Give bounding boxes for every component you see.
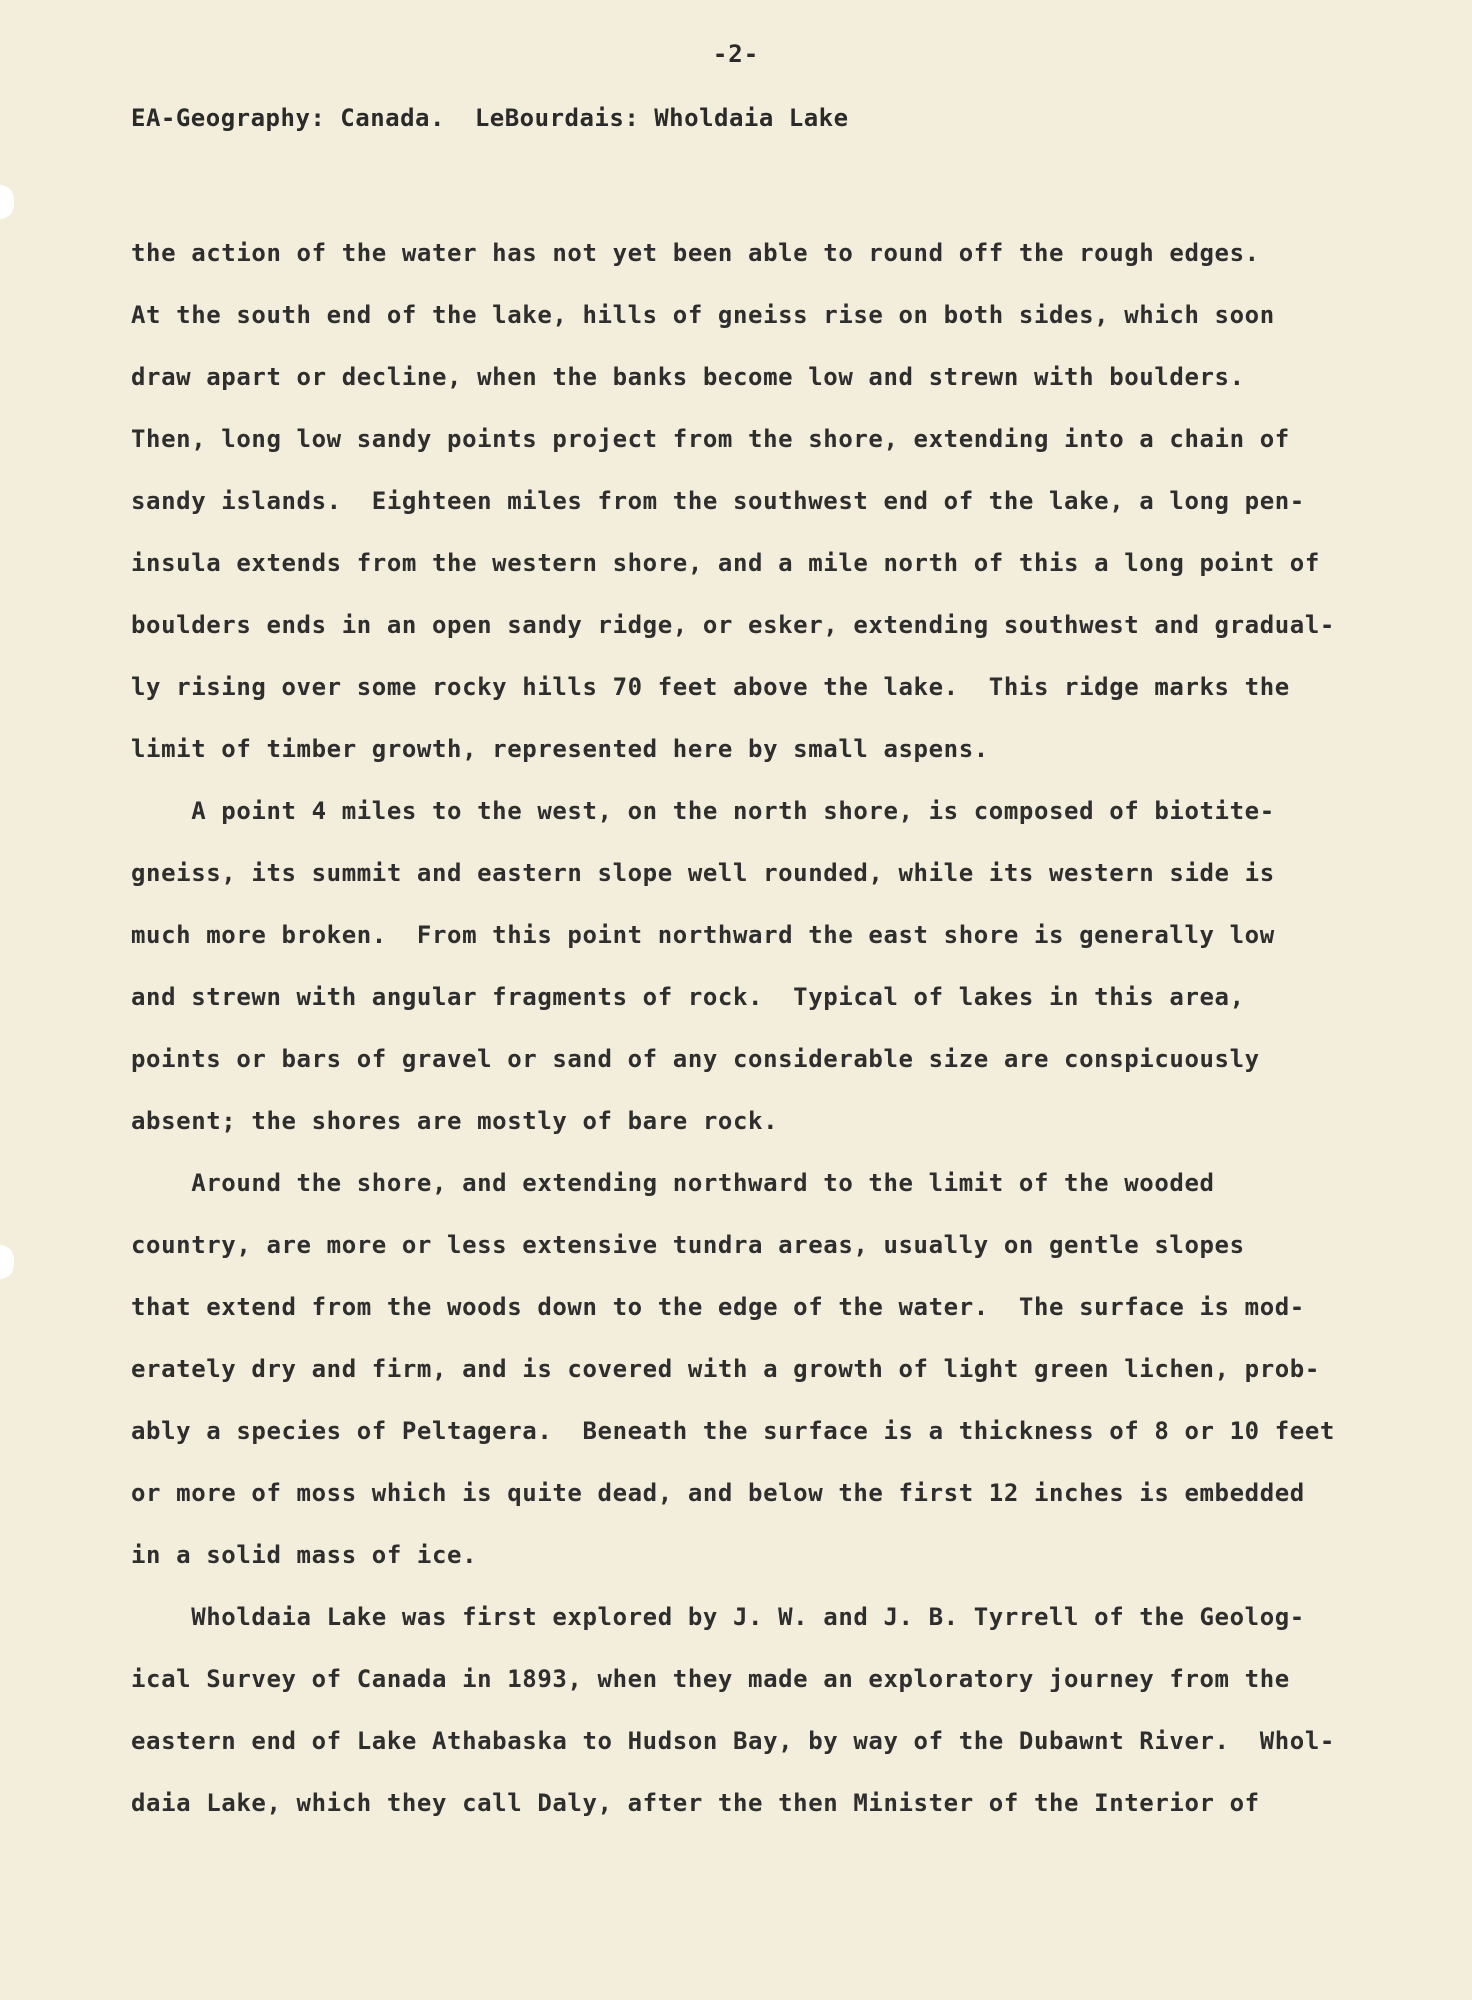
page-number: -2- <box>712 40 760 68</box>
text-line: absent; the shores are mostly of bare rock. <box>131 1107 779 1135</box>
text-line: country, are more or less extensive tundra areas, usually on gentle slopes <box>131 1231 1245 1259</box>
text-line: that extend from the woods down to the edge of the water. The surface is mod- <box>131 1293 1305 1321</box>
text-line: sandy islands. Eighteen miles from the southwest end of the lake, a long pen- <box>131 487 1305 515</box>
text-line: boulders ends in an open sandy ridge, or esker, extending southwest and gradual- <box>131 611 1335 639</box>
text-line: points or bars of gravel or sand of any considerable size are conspicuously <box>131 1045 1260 1073</box>
punch-hole-top <box>0 185 14 219</box>
text-line: Around the shore, and extending northward to the limit of the wooded <box>131 1169 1215 1197</box>
text-line: draw apart or decline, when the banks become low and strewn with boulders. <box>131 363 1245 391</box>
text-line: daia Lake, which they call Daly, after the then Minister of the Interior of <box>131 1789 1260 1817</box>
text-line: gneiss, its summit and eastern slope well rounded, while its western side is <box>131 859 1275 887</box>
text-line: ical Survey of Canada in 1893, when they made an exploratory journey from the <box>131 1665 1290 1693</box>
text-line: eastern end of Lake Athabaska to Hudson Bay, by way of the Dubawnt River. Whol- <box>131 1727 1335 1755</box>
text-line: or more of moss which is quite dead, and below the first 12 inches is embedded <box>131 1479 1305 1507</box>
text-line: much more broken. From this point northward the east shore is generally low <box>131 921 1275 949</box>
text-line: and strewn with angular fragments of rock. Typical of lakes in this area, <box>131 983 1245 1011</box>
text-line: the action of the water has not yet been able to round off the rough edges. <box>131 239 1260 267</box>
text-line: ably a species of Peltagera. Beneath the surface is a thickness of 8 or 10 feet <box>131 1417 1335 1445</box>
text-line: At the south end of the lake, hills of gneiss rise on both sides, which soon <box>131 301 1275 329</box>
text-line: limit of timber growth, represented here by small aspens. <box>131 735 989 763</box>
text-line: Wholdaia Lake was first explored by J. W. and J. B. Tyrrell of the Geolog- <box>131 1603 1305 1631</box>
text-line: A point 4 miles to the west, on the north shore, is composed of biotite- <box>131 797 1275 825</box>
text-line: insula extends from the western shore, and a mile north of this a long point of <box>131 549 1320 577</box>
text-line: erately dry and firm, and is covered with a growth of light green lichen, prob- <box>131 1355 1320 1383</box>
punch-hole-bottom <box>0 1245 14 1279</box>
page-header: EA-Geography: Canada. LeBourdais: Wholdaia Lake <box>131 104 849 132</box>
text-line: Then, long low sandy points project from the shore, extending into a chain of <box>131 425 1290 453</box>
text-line: in a solid mass of ice. <box>131 1541 478 1569</box>
text-line: ly rising over some rocky hills 70 feet above the lake. This ridge marks the <box>131 673 1290 701</box>
body-text <box>131 222 1371 1834</box>
